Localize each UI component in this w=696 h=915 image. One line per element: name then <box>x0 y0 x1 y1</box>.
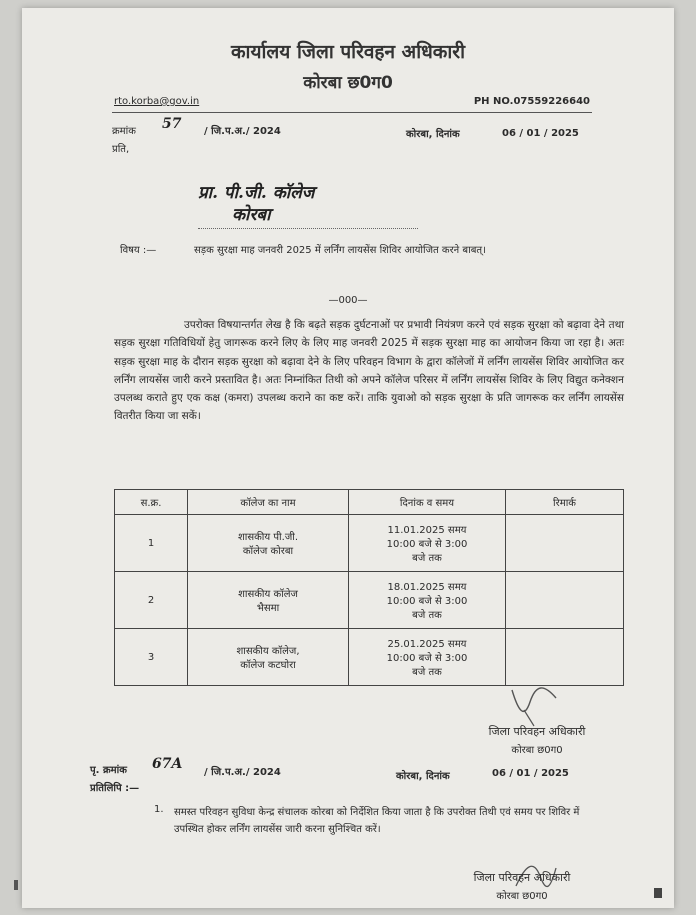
scan-mark <box>654 888 662 898</box>
row-datetime <box>349 629 506 686</box>
table-row <box>115 515 624 572</box>
time-line: 10:00 बजे से 3:00 <box>386 653 468 664</box>
time-line2: बजे तक <box>412 553 442 564</box>
addressee-rule <box>198 228 418 229</box>
row-datetime <box>349 572 506 629</box>
prati-label: प्रति, <box>112 144 130 155</box>
table-row <box>115 629 624 686</box>
row-remark <box>506 515 624 572</box>
table-header-row <box>115 490 624 515</box>
signature2-place: कोरबा छ0ग0 <box>496 891 548 902</box>
body-paragraph: उपरोक्त विषयान्तर्गत लेख है कि बढ़ते सड़क दुर्घटनाओं पर प्रभावी नियंत्रण करने एवं सड़क सुरक्षा को बढ़ावा देने तथा सड़क सुरक्षा गतिविधियों हेतु जागरूक करने लिए के लिए माह जनवरी 2025 में सड़क सुरक्षा माह का आयोजन किया जा रहा है। अतः सड़क सुरक्षा माह के दौरान सड़क सुरक्षा को बढ़ावा देने के लिए परिवहन विभाग के द्वारा कॉलेजों में लर्निंग लायसेंस शिविर आयोजित कर लर्निंग लायसेंस जारी करने प्रस्तावित है। अतः निम्नांकित तिथी को अपने कॉलेज परिसर में लर्निंग लायसेंस शिविर के लिए विद्युत कनेक्शन उपलब्ध कराते हुए एक कक्ष (कमरा) उपलब्ध कराने का कष्ट करें। ताकि युवाओ को सड़क सुरक्षा के प्रति जागरूक कर लर्निंग लायसेंस वितरीत किया जा सकें। <box>114 319 624 423</box>
separator: —000— <box>328 295 368 306</box>
row-sn: 3 <box>115 629 188 686</box>
college-line1: शासकीय कॉलेज <box>238 589 298 600</box>
time-line2: बजे तक <box>412 667 442 678</box>
college-line2: कॉलेज कोरबा <box>242 546 294 557</box>
copy-date: 06 / 01 / 2025 <box>492 768 569 779</box>
college-line2: भैसमा <box>256 603 280 614</box>
college-line1: शासकीय कॉलेज, <box>236 646 300 657</box>
header-rule <box>112 112 592 113</box>
college-line2: कॉलेज कटघोरा <box>240 660 296 671</box>
copy-ref-series: / जि.प.अ./ 2024 <box>204 767 281 778</box>
college-line1: शासकीय पी.जी. <box>237 532 299 543</box>
ref-number: 57 <box>162 116 182 132</box>
date-line: 11.01.2025 समय <box>387 525 467 536</box>
office-phone: PH NO.07559226640 <box>473 96 590 107</box>
col-college: कॉलेज का नाम <box>188 490 349 515</box>
subject-text: सड़क सुरक्षा माह जनवरी 2025 में लर्निंग लायसेंस शिविर आयोजित करने बाबत्। <box>194 245 486 256</box>
signature1-title: जिला परिवहन अधिकारी <box>488 725 586 738</box>
date-line: 18.01.2025 समय <box>387 582 467 593</box>
col-sn: स.क्र. <box>115 490 188 515</box>
ref-date: 06 / 01 / 2025 <box>502 128 579 139</box>
row-sn: 2 <box>115 572 188 629</box>
signature2-title: जिला परिवहन अधिकारी <box>473 871 571 884</box>
addressee-line2: कोरबा <box>232 205 271 225</box>
schedule-table <box>114 489 624 686</box>
pratilipi-label: प्रतिलिपि :— <box>90 783 140 794</box>
time-line2: बजे तक <box>412 610 442 621</box>
copy-item-number: 1. <box>154 804 164 815</box>
ref-label: क्रमांक <box>112 126 136 137</box>
office-place: कोरबा छ0ग0 <box>303 73 393 93</box>
row-college <box>188 515 349 572</box>
copy-ref-label: पृ. क्रमांक <box>90 765 127 776</box>
copy-ref-number: 67A <box>152 756 183 772</box>
subject-label: विषय :— <box>120 245 157 256</box>
row-datetime <box>349 515 506 572</box>
office-email: rto.korba@gov.in <box>114 96 200 107</box>
letter-page <box>22 8 674 908</box>
time-line: 10:00 बजे से 3:00 <box>386 539 468 550</box>
time-line: 10:00 बजे से 3:00 <box>386 596 468 607</box>
date-line: 25.01.2025 समय <box>387 639 467 650</box>
signature-scribble-1 <box>504 680 564 730</box>
ref-place-date-label: कोरबा, दिनांक <box>406 129 460 140</box>
row-college <box>188 629 349 686</box>
copy-item-text: समस्त परिवहन सुविधा केन्द्र संचालक कोरबा को निर्देशित किया जाता है कि उपरोक्त तिथी एवं समय पर शिविर में उपस्थित होकर लर्निंग लायसेंस जारी करना सुनिश्चित करें। <box>174 807 580 835</box>
row-sn: 1 <box>115 515 188 572</box>
row-remark <box>506 572 624 629</box>
table-row <box>115 572 624 629</box>
office-title: कार्यालय जिला परिवहन अधिकारी <box>230 41 466 63</box>
col-remark: रिमार्क <box>506 490 624 515</box>
row-remark <box>506 629 624 686</box>
scan-mark-left <box>14 880 18 890</box>
copy-place-date-label: कोरबा, दिनांक <box>396 771 450 782</box>
row-college <box>188 572 349 629</box>
ref-series: / जि.प.अ./ 2024 <box>204 126 281 137</box>
addressee-line1: प्रा. पी.जी. कॉलेज <box>198 183 315 203</box>
col-datetime: दिनांक व समय <box>349 490 506 515</box>
signature1-place: कोरबा छ0ग0 <box>511 745 563 756</box>
